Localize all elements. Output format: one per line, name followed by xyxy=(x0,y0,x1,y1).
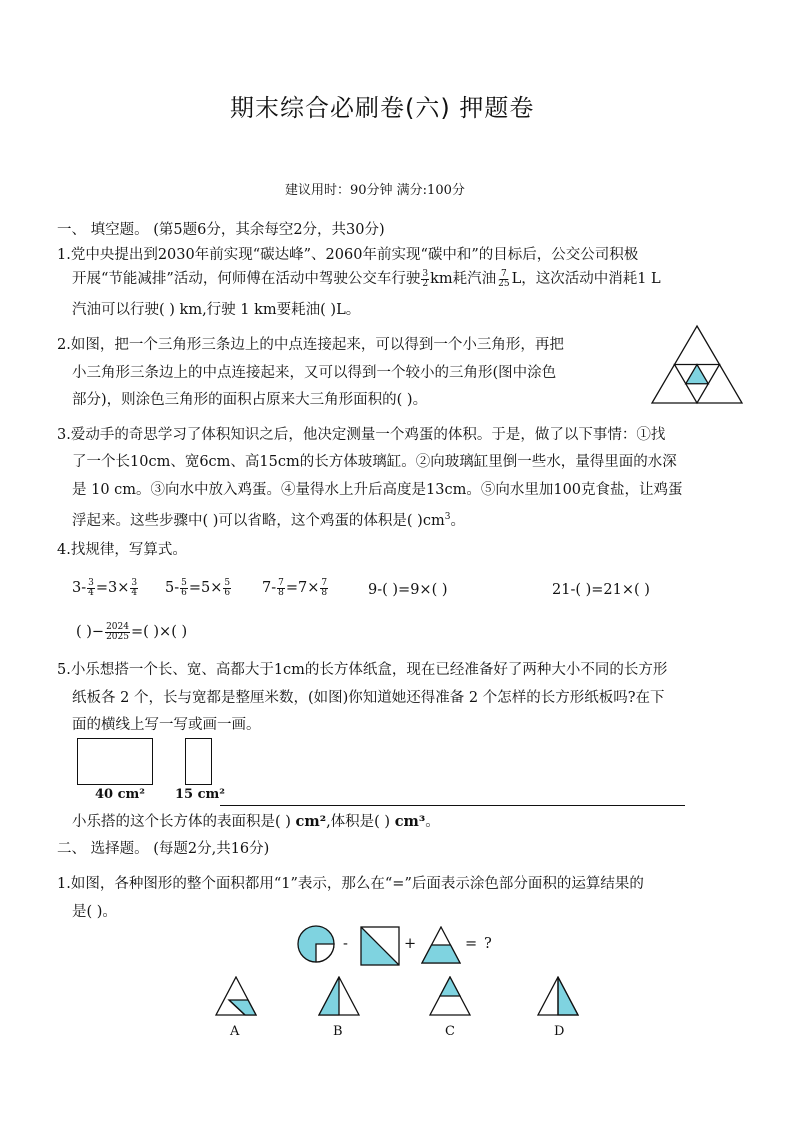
circle-shaded-figure xyxy=(296,924,336,964)
frac-num: 5 xyxy=(181,577,187,588)
plus-sign: + xyxy=(404,936,417,952)
q1-line2-c: L，这次活动中消耗1 L xyxy=(511,271,661,287)
q3-line4-a: 浮起来。这些步骤中( )可以省略，这个鸡蛋的体积是( )cm xyxy=(72,512,445,529)
expr-fraction xyxy=(180,579,188,598)
q4-expr-6 xyxy=(76,622,187,642)
q1-line1: 1.党中央提出到2030年前实现“碳达峰”、2060年前实现“碳中和”的目标后，公交公司积极 xyxy=(57,247,639,263)
q4-expr-1 xyxy=(72,578,139,598)
q2-line3: 部分)，则涂色三角形的面积占原来大三角形面积的( )。 xyxy=(72,392,428,408)
q5-line4 xyxy=(72,812,440,832)
equals-sign: = xyxy=(465,936,478,952)
expr-text: =( )×( ) xyxy=(130,624,188,640)
option-d-label[interactable]: D xyxy=(554,1024,565,1039)
q5-line2: 纸板各 2 个，长与宽都是整厘米数，(如图)你知道她还得准备 2 个怎样的长方形纸板吗?在下 xyxy=(72,690,665,706)
s2-q1-line1: 1.如图，各种图形的整个面积都用“1”表示，那么在“=”后面表示涂色部分面积的运算结果的 xyxy=(57,876,644,892)
frac-num: 2024 xyxy=(106,621,129,632)
option-c-label[interactable]: C xyxy=(445,1024,455,1039)
q3-cubic-sup: 3 xyxy=(444,512,451,522)
expr-fraction xyxy=(277,579,285,598)
expr-text: 。 xyxy=(425,814,440,830)
frac-den: 6 xyxy=(224,587,231,598)
q3-line4-b: 。 xyxy=(450,512,465,529)
q3-line3: 是 10 cm。③向水中放入鸡蛋。④量得水上升后高度是13cm。⑤向水里加100克食盐，让鸡蛋 xyxy=(72,482,683,498)
expr-text: 小乐搭的这个长方体的表面积是( ) xyxy=(72,814,296,830)
cardboard-rect-large xyxy=(77,738,153,785)
option-a-label[interactable]: A xyxy=(230,1024,240,1039)
frac-den: 4 xyxy=(131,587,138,598)
exam-info: 建议用时：90分钟 满分:100分 xyxy=(285,183,465,198)
frac-den: 4 xyxy=(88,587,94,598)
frac-num: 3 xyxy=(422,268,429,279)
q4-expr-2 xyxy=(165,578,232,598)
expr-text: ( )− xyxy=(76,624,105,640)
frac-den: 8 xyxy=(321,587,328,598)
expr-fraction xyxy=(105,623,130,642)
minus-sign: - xyxy=(343,936,348,952)
expr-text: =3× xyxy=(95,580,130,596)
frac-num: 7 xyxy=(321,577,328,588)
question-mark: ? xyxy=(484,936,492,952)
option-a-triangle[interactable] xyxy=(215,976,257,1016)
unit-area: cm² xyxy=(295,813,327,830)
square-shaded-figure xyxy=(360,926,400,966)
frac-den: 6 xyxy=(181,587,187,598)
answer-line xyxy=(220,805,685,806)
frac-den: 25 xyxy=(498,278,510,289)
q2-line1: 2.如图，把一个三角形三条边上的中点连接起来，可以得到一个小三角形，再把 xyxy=(57,337,564,353)
option-b-triangle[interactable] xyxy=(318,976,360,1016)
unit-volume: cm³ xyxy=(394,813,426,830)
frac-num: 3 xyxy=(88,577,94,588)
frac-num: 3 xyxy=(131,577,138,588)
q3-line2: 了一个长10cm、宽6cm、高15cm的长方体玻璃缸。②向玻璃缸里倒一些水，量得里面的水深 xyxy=(72,454,677,470)
q4-expr-5: 21-( )=21×( ) xyxy=(552,582,650,598)
frac-den: 2025 xyxy=(106,631,129,642)
q1-fraction-fuel xyxy=(497,270,510,289)
expr-text: 7- xyxy=(262,580,277,596)
expr-text: 5- xyxy=(165,580,180,596)
q3-line4 xyxy=(72,507,465,531)
option-d-triangle[interactable] xyxy=(537,976,579,1016)
expr-text: ,体积是( ) xyxy=(326,814,395,830)
q5-line1: 5.小乐想搭一个长、宽、高都大于1cm的长方体纸盒，现在已经准备好了两种大小不同的长方形 xyxy=(57,662,668,678)
expr-text: =7× xyxy=(285,580,320,596)
q1-line3: 汽油可以行驶( ) km,行驶 1 km要耗油( )L。 xyxy=(72,302,361,318)
q1-line2 xyxy=(72,269,661,289)
cardboard-small-label: 15 cm² xyxy=(175,787,225,802)
q3-line1: 3.爱动手的奇思学习了体积知识之后，他决定测量一个鸡蛋的体积。于是，做了以下事情：①找 xyxy=(57,427,666,443)
expr-fraction xyxy=(87,579,95,598)
q1-fraction-distance xyxy=(421,270,429,289)
expr-fraction xyxy=(320,579,328,598)
q5-line3: 面的横线上写一写或画一画。 xyxy=(72,717,261,733)
option-c-triangle[interactable] xyxy=(429,976,471,1016)
option-b-label[interactable]: B xyxy=(333,1024,343,1039)
q4-expr-3 xyxy=(262,578,329,598)
q1-line2-a: 开展“节能减排”活动，何师傅在活动中驾驶公交车行驶 xyxy=(72,271,421,287)
cardboard-rect-small xyxy=(185,738,212,785)
frac-num: 7 xyxy=(278,577,284,588)
expr-text: =5× xyxy=(188,580,223,596)
q1-line2-b: km耗汽油 xyxy=(430,271,497,287)
frac-den: 2 xyxy=(422,278,429,289)
expr-fraction xyxy=(130,579,138,598)
s2-q1-line2: 是( )。 xyxy=(72,904,117,920)
q4-heading: 4.找规律，写算式。 xyxy=(57,542,187,558)
expr-fraction xyxy=(223,579,231,598)
page-title: 期末综合必刷卷(六) 押题卷 xyxy=(230,94,535,122)
frac-num: 5 xyxy=(224,577,231,588)
frac-num: 7 xyxy=(500,268,507,279)
nested-triangle-figure xyxy=(650,324,744,406)
cardboard-large-label: 40 cm² xyxy=(95,787,145,802)
triangle-shaded-figure xyxy=(421,926,461,964)
q2-line2: 小三角形三条边上的中点连接起来，又可以得到一个较小的三角形(图中涂色 xyxy=(72,365,557,381)
section-heading-fill: 一、 填空题。 (第5题6分，其余每空2分，共30分) xyxy=(57,222,385,238)
section-heading-choice: 二、 选择题。 (每题2分,共16分) xyxy=(57,841,270,857)
frac-den: 8 xyxy=(278,587,284,598)
q4-expr-4: 9-( )=9×( ) xyxy=(368,582,448,598)
expr-text: 3- xyxy=(72,580,87,596)
